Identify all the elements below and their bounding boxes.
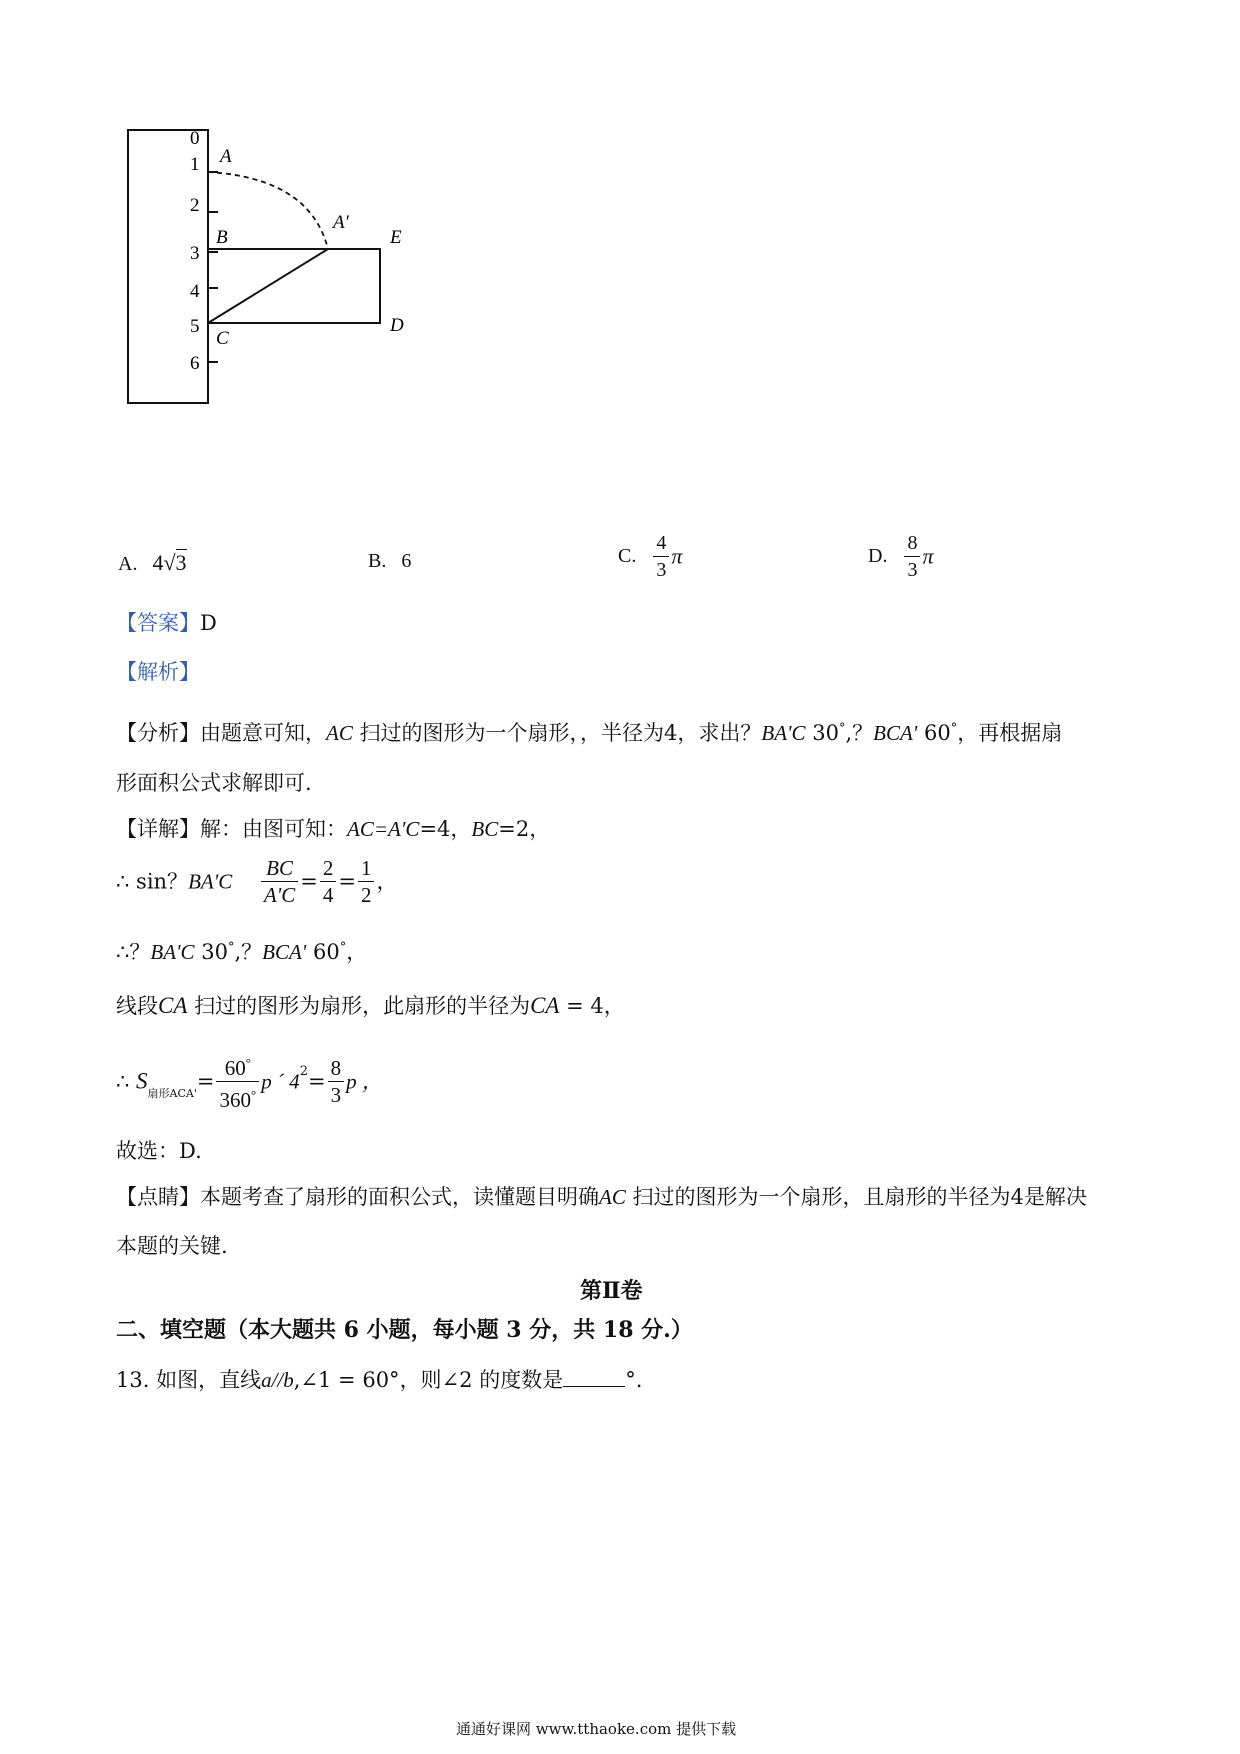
option-a bbox=[118, 550, 187, 576]
label-b: B bbox=[216, 227, 228, 248]
option-b bbox=[368, 550, 411, 573]
fenxi-line-2: 形面积公式求解即可. bbox=[116, 771, 312, 795]
option-letter: A. bbox=[118, 553, 138, 575]
detail-line-1: 【详解】解：由图可知：AC=A′C=4，BC=2， bbox=[116, 817, 551, 841]
option-c: C. $\frac{4}{3}$ π bbox=[618, 532, 683, 581]
question-13: 13. 如图，直线a//b,∠1 = 60°，则∠2 的度数是 °. bbox=[116, 1368, 643, 1392]
sine-equation: ∴ sin？BA'C $\frac{BC}{A'C}$ = $\frac{2}{4}$ = $\frac{1}{2}$ ， bbox=[116, 856, 398, 907]
sqrt-symbol: √ bbox=[163, 550, 176, 575]
analysis-tag: 【解析】 bbox=[116, 660, 200, 684]
ruler-rectangle-figure bbox=[120, 120, 450, 420]
answer-blank[interactable] bbox=[563, 1366, 625, 1387]
ruler-number: 3 bbox=[190, 243, 200, 264]
option-letter: B. bbox=[368, 550, 387, 572]
angle-line: ∴？BA'C 30°,？BCA' 60°， bbox=[116, 940, 368, 964]
answer-value: D bbox=[200, 611, 217, 635]
part-title: 二、填空题（本大题共 6 小题，每小题 3 分，共 18 分.） bbox=[116, 1317, 693, 1343]
option-letter: C. bbox=[618, 545, 637, 567]
ruler-number: 1 bbox=[190, 154, 200, 175]
segment-ca-prime bbox=[208, 249, 328, 323]
area-equation: ∴ $S_{扇形ACA'}=$ $\frac{60^\circ}{360^\circ}$ p ´ $4^2=$ $\frac{8}{3}$ p ， bbox=[116, 1050, 383, 1113]
fenxi-line-1: 【分析】由题意可知，AC 扫过的图形为一个扇形，，半径为4，求出？BA'C 30°,？BCA' 60°，再根据扇 bbox=[116, 721, 1063, 745]
dianjing-line-1: 【点睛】本题考查了扇形的面积公式，读懂题目明确AC 扫过的图形为一个扇形，且扇形的半径为4是解决 bbox=[116, 1185, 1087, 1209]
answer-line bbox=[116, 610, 217, 636]
ruler-number: 6 bbox=[190, 353, 200, 374]
ruler-number: 4 bbox=[190, 281, 200, 302]
section-title: 第Ⅱ卷 bbox=[580, 1278, 643, 1304]
label-a-prime: A′ bbox=[333, 212, 349, 233]
option-d: D. $\frac{8}{3}$ π bbox=[868, 532, 934, 581]
label-e: E bbox=[390, 227, 402, 248]
option-value: 6 bbox=[401, 550, 412, 572]
ruler-number: 5 bbox=[190, 316, 200, 337]
footer: 通通好课网 www.tthaoke.com 提供下载 bbox=[456, 1720, 737, 1738]
option-fraction: $\frac{4}{3}$ bbox=[653, 530, 669, 583]
label-c: C bbox=[216, 328, 229, 349]
answer-tag: 【答案】 bbox=[116, 611, 200, 635]
label-d: D bbox=[390, 315, 404, 336]
option-fraction: $\frac{8}{3}$ bbox=[904, 530, 920, 583]
option-radicand: 3 bbox=[175, 550, 187, 575]
option-letter: D. bbox=[868, 545, 888, 567]
label-a: A bbox=[220, 146, 232, 167]
segment-line: 线段CA 扫过的图形为扇形，此扇形的半径为CA = 4， bbox=[116, 993, 625, 1018]
rectangle-bedc bbox=[208, 249, 380, 323]
option-value: 4 bbox=[152, 550, 164, 575]
choose-line: 故选：D. bbox=[116, 1139, 202, 1163]
ruler-number: 2 bbox=[190, 195, 200, 216]
ruler-number: 0 bbox=[190, 128, 200, 149]
dianjing-line-2: 本题的关键. bbox=[116, 1234, 228, 1258]
